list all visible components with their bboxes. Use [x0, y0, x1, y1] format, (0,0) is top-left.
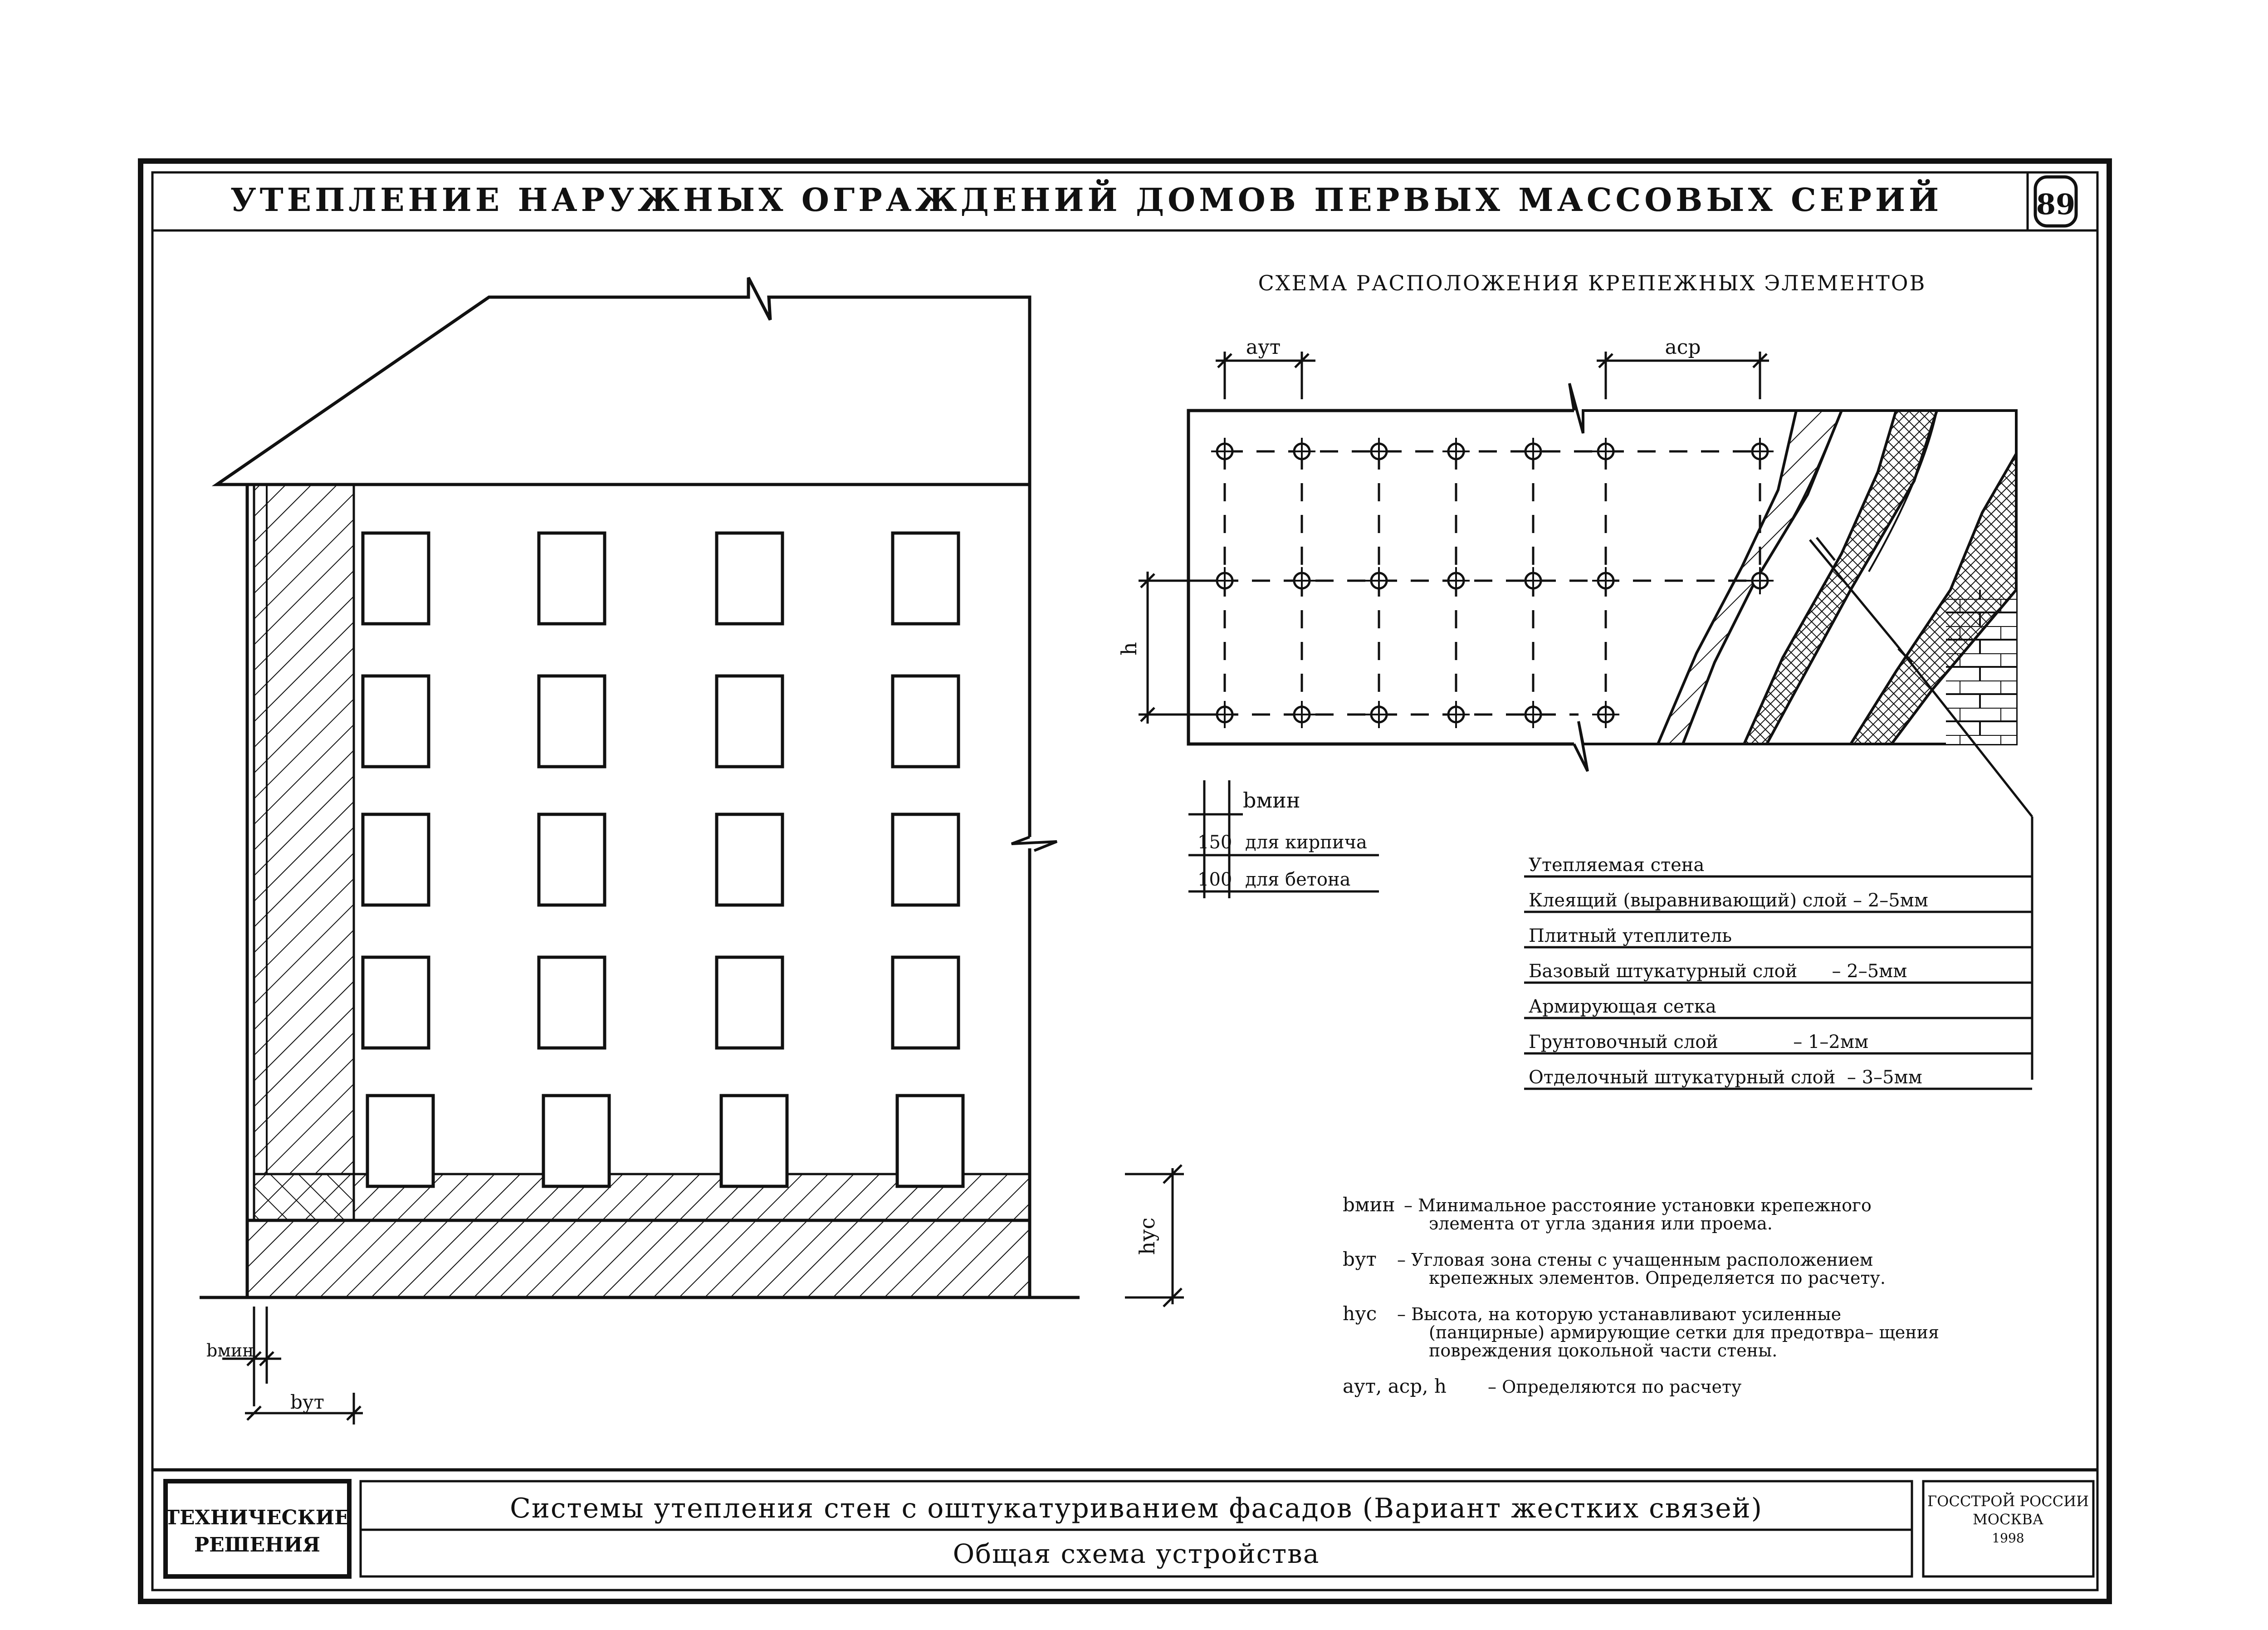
note-text: – Минимальное расстояние установки крепежного [1404, 1195, 1872, 1215]
but-label-facade: bут [290, 1391, 324, 1413]
drawing-subtitle: Общая схема устройства [953, 1538, 1320, 1569]
note-symbol: bут [1343, 1248, 1377, 1270]
bmin-header: bмин [1243, 788, 1300, 813]
dim-a-sr: aср [1665, 336, 1701, 359]
scheme-title: СХЕМА РАСПОЛОЖЕНИЯ КРЕПЕЖНЫХ ЭЛЕМЕНТОВ [1258, 271, 1926, 295]
layer-bands [1658, 411, 2019, 746]
corner-zone-hatch [254, 485, 354, 1174]
drawing-title: Системы утепления стен с оштукатуриванием фасадов (Вариант жестких связей) [509, 1493, 1763, 1524]
anchor-grid [1188, 451, 1760, 715]
layer-item: Утепляемая стена [1529, 855, 1705, 876]
title-bar [152, 172, 2097, 230]
layer-item: Армирующая сетка [1529, 996, 1716, 1017]
note-text: (панцирные) армирующие сетки для предотвра– щения [1429, 1322, 1939, 1342]
note-text: – Высота, на которую устанавливают усиленные [1397, 1304, 1842, 1324]
bmin-row2-label: для бетона [1245, 869, 1351, 890]
org-year: 1998 [1992, 1531, 2024, 1546]
bmin-row1-label: для кирпича [1245, 832, 1367, 853]
page-number: 89 [2036, 188, 2076, 221]
roof [217, 278, 1030, 485]
note-text: крепежных элементов. Определяется по расчету. [1429, 1268, 1886, 1288]
note-text: – Определяются по расчету [1488, 1377, 1742, 1397]
org-line1: ГОССТРОЙ РОССИИ [1927, 1493, 2089, 1510]
org-line2: МОСКВА [1973, 1511, 2043, 1528]
corner-reinforced-zone [254, 1174, 354, 1220]
building-facade [200, 278, 1184, 1424]
layer-item: Базовый штукатурный слой – 2–5мм [1529, 961, 1907, 982]
hys-label: hус [1135, 1217, 1159, 1255]
layer-item: Грунтовочный слой – 1–2мм [1529, 1032, 1869, 1052]
layer-item: Отделочный штукатурный слой – 3–5мм [1529, 1067, 1922, 1088]
note-symbol: bмин [1343, 1194, 1395, 1216]
bmin-row2-value: 100 [1198, 869, 1232, 890]
dim-h: h [1117, 642, 1141, 656]
dim-a-ut: aут [1246, 336, 1281, 359]
doc-type-line1: ТЕХНИЧЕСКИЕ [165, 1506, 350, 1529]
scheme-dimensions [1139, 352, 1769, 724]
bmin-row1-value: 150 [1198, 832, 1232, 853]
bmin-label-facade: bмин [206, 1341, 254, 1361]
plinth [247, 1220, 1030, 1297]
note-symbol: hус [1343, 1302, 1377, 1325]
windows [363, 533, 963, 1186]
sheet-title: УТЕПЛЕНИЕ НАРУЖНЫХ ОГРАЖДЕНИЙ ДОМОВ ПЕРВЫХ МАССОВЫХ СЕРИЙ [230, 181, 1943, 219]
note-text: элемента от угла здания или проема. [1429, 1214, 1773, 1234]
notes [1343, 1194, 1939, 1397]
doc-type-line2: РЕШЕНИЯ [194, 1533, 320, 1557]
layer-item: Клеящий (выравнивающий) слой – 2–5мм [1529, 890, 1928, 911]
layer-item: Плитный утеплитель [1529, 925, 1732, 946]
note-symbol: aут, aср, h [1343, 1375, 1447, 1397]
note-text: – Угловая зона стены с учащенным расположением [1397, 1250, 1873, 1270]
note-text: повреждения цокольной части стены. [1429, 1341, 1778, 1361]
